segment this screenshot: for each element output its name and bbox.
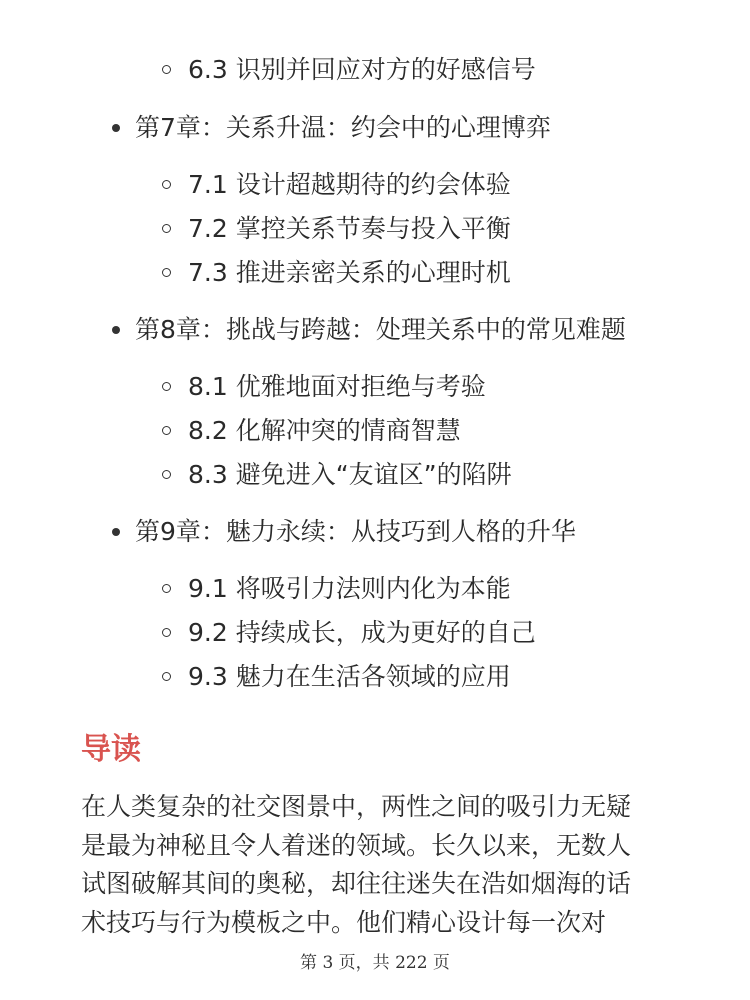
hollow-bullet-icon	[162, 65, 171, 74]
toc-subsection-label: 8.2 化解冲突的情商智慧	[188, 416, 461, 445]
hollow-bullet-icon	[162, 470, 171, 479]
toc-subsection-label: 7.2 掌控关系节奏与投入平衡	[188, 214, 511, 243]
filled-bullet-icon	[112, 326, 120, 334]
toc-subsection-label: 8.1 优雅地面对拒绝与考验	[188, 372, 486, 401]
hollow-bullet-icon	[162, 382, 171, 391]
toc-chapter-label: 第8章：挑战与跨越：处理关系中的常见难题	[135, 315, 626, 344]
filled-bullet-icon	[112, 528, 120, 536]
hollow-bullet-icon	[162, 584, 171, 593]
hollow-bullet-icon	[162, 180, 171, 189]
hollow-bullet-icon	[162, 628, 171, 637]
hollow-bullet-icon	[162, 224, 171, 233]
paragraph-line: 在人类复杂的社交图景中，两性之间的吸引力无疑	[81, 792, 632, 821]
hollow-bullet-icon	[162, 268, 171, 277]
filled-bullet-icon	[112, 124, 120, 132]
toc-subsection-label: 7.3 推进亲密关系的心理时机	[188, 258, 511, 287]
toc-subsection-label: 9.2 持续成长，成为更好的自己	[188, 618, 536, 647]
paragraph-line: 是最为神秘且令人着迷的领域。长久以来，无数人	[81, 830, 632, 860]
toc-chapter-label: 第7章：关系升温：约会中的心理博弈	[135, 113, 551, 142]
toc-chapter-label: 第9章：魅力永续：从技巧到人格的升华	[135, 517, 576, 546]
page-number-footer: 第 3 页，共 222 页	[300, 953, 450, 973]
hollow-bullet-icon	[162, 426, 171, 435]
toc-subsection-label: 9.1 将吸引力法则内化为本能	[188, 574, 511, 603]
hollow-bullet-icon	[162, 672, 171, 681]
paragraph-line: 试图破解其间的奥秘，却往往迷失在浩如烟海的话	[81, 869, 632, 899]
section-heading: 导读	[81, 732, 141, 767]
toc-subsection-label: 9.3 魅力在生活各领域的应用	[188, 662, 511, 691]
intro-paragraph	[81, 788, 681, 942]
paragraph-line: 术技巧与行为模板之中。他们精心设计每一次对	[81, 907, 607, 937]
toc-subsection-label: 6.3 识别并回应对方的好感信号	[188, 55, 536, 84]
toc-subsection-label: 8.3 避免进入“友谊区”的陷阱	[188, 460, 512, 489]
toc-subsection-label: 7.1 设计超越期待的约会体验	[188, 170, 511, 199]
